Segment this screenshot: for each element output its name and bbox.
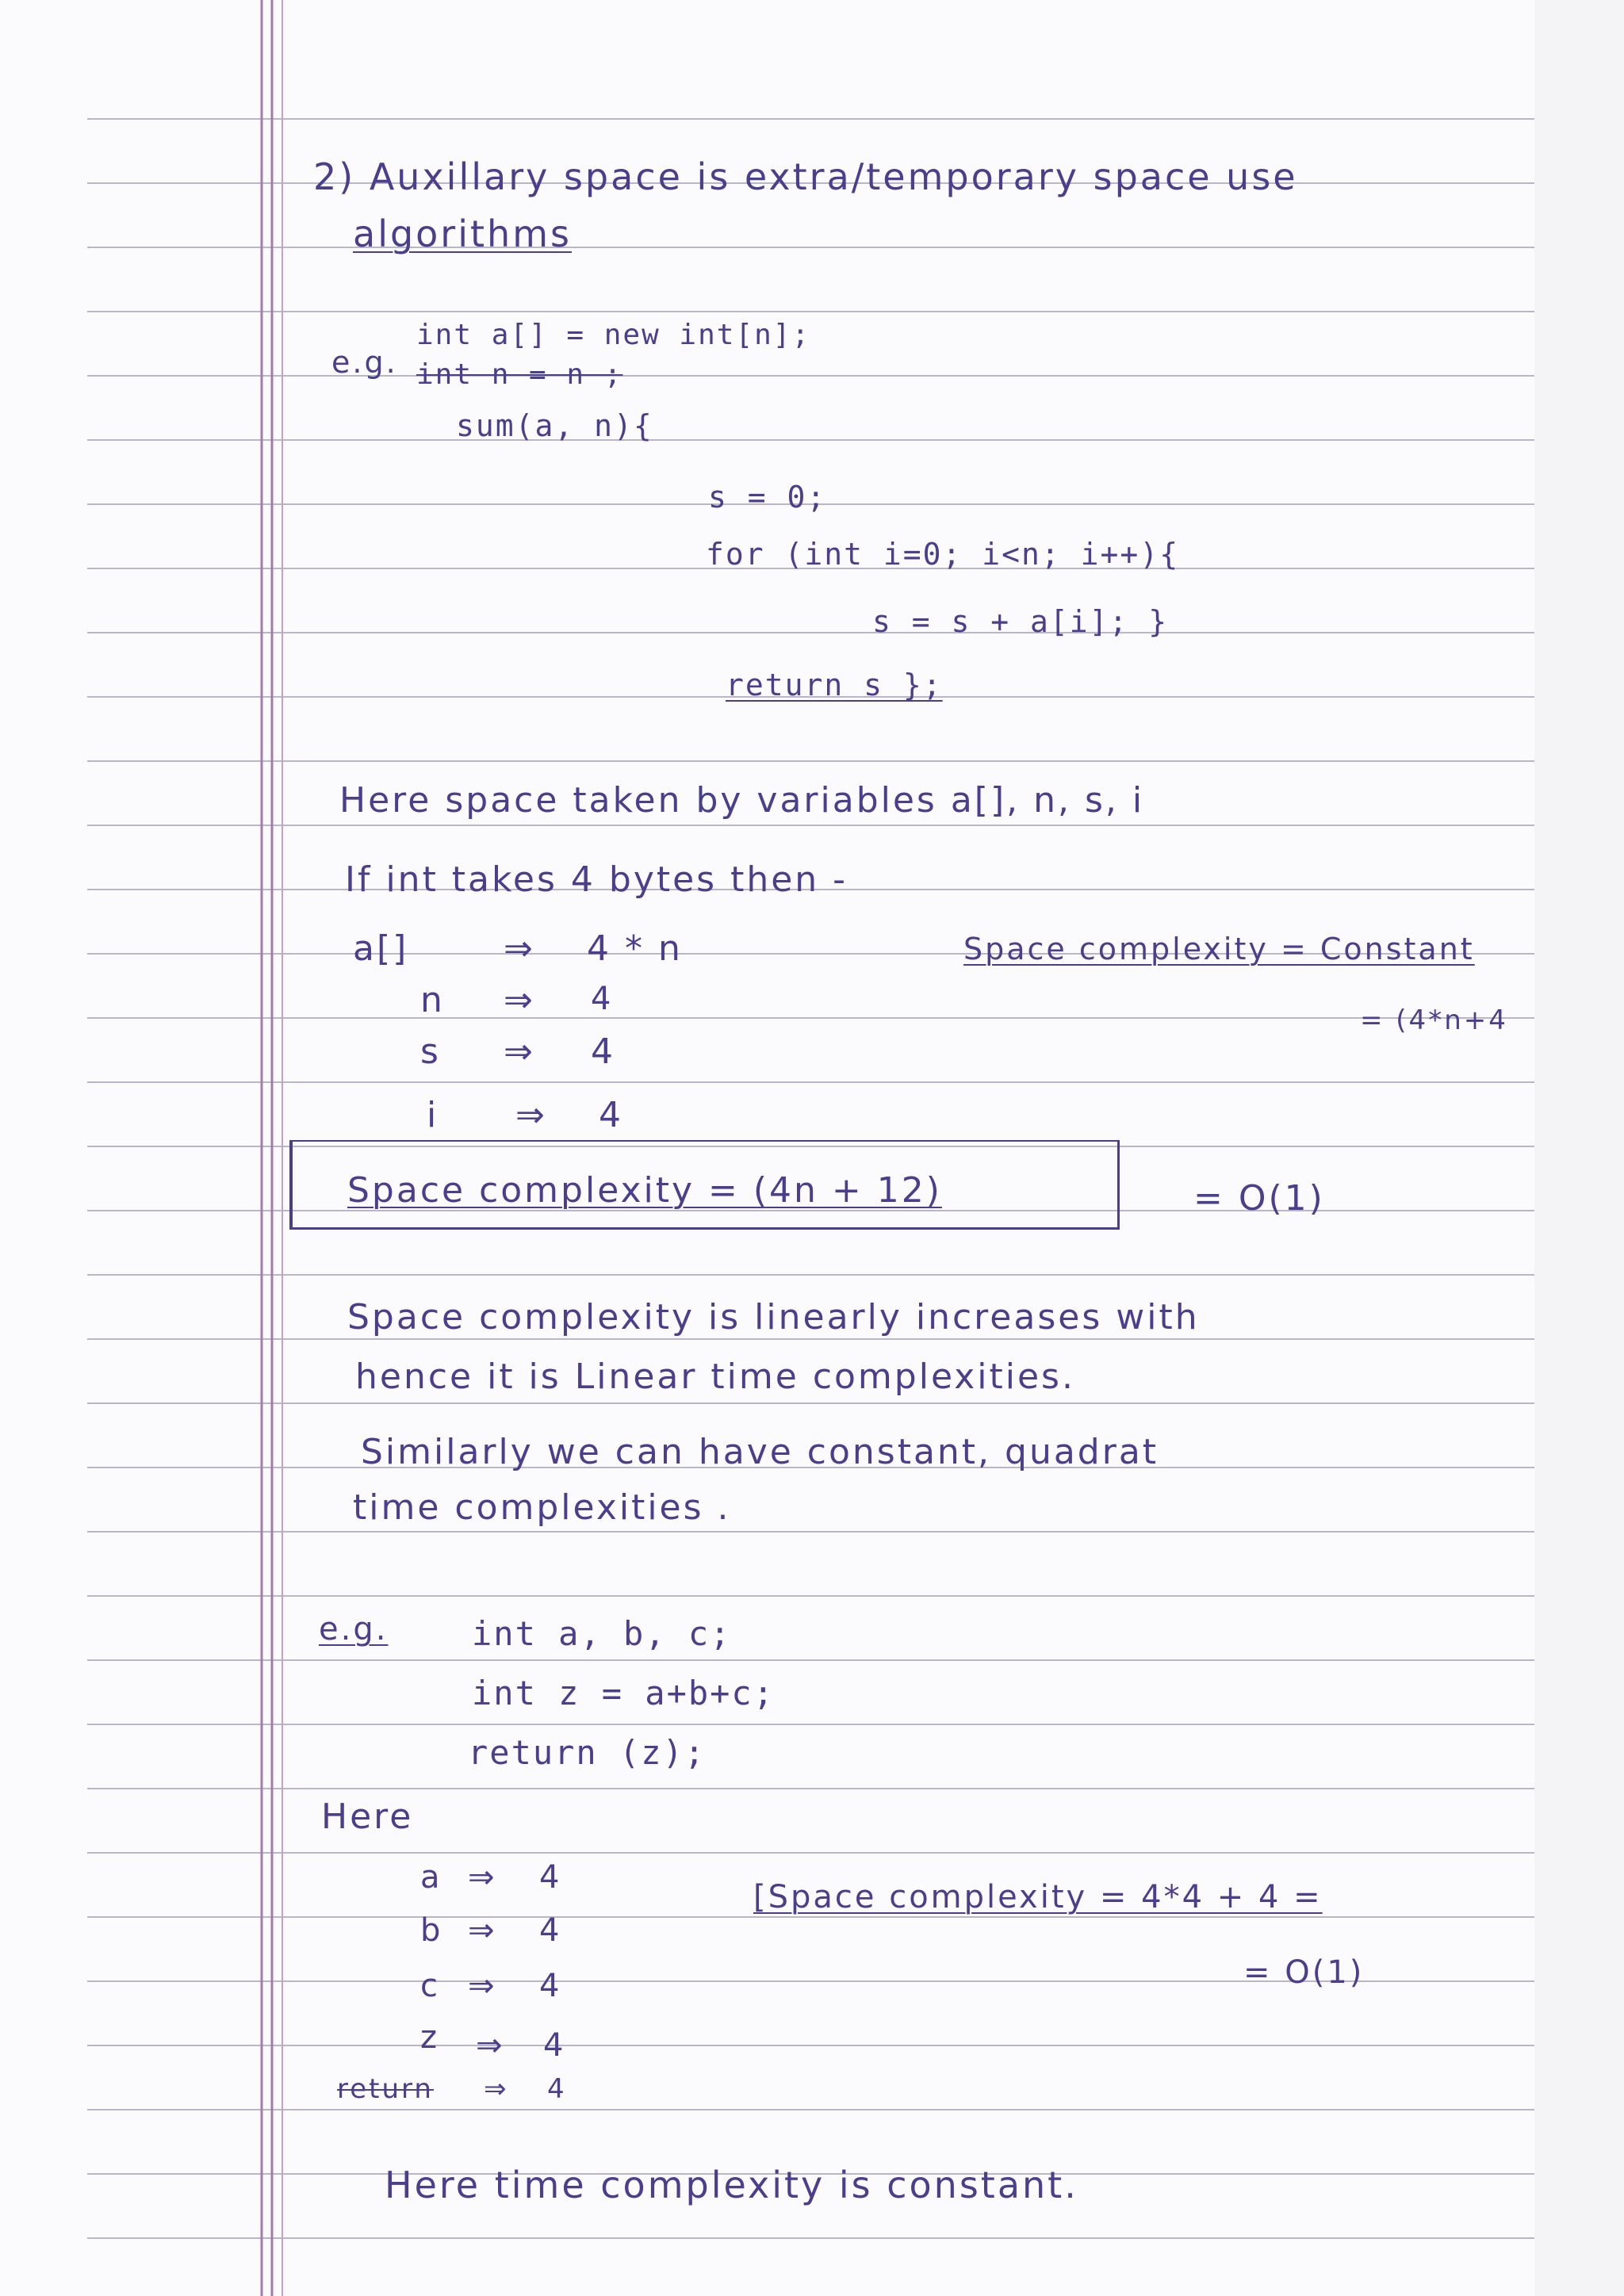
ex2-var-z: z (420, 2019, 439, 2056)
example2-prefix: e.g. (319, 1611, 389, 1647)
boxed-space-complexity: Space complexity = (4n + 12) (347, 1170, 942, 1211)
code-line-1: int a[] = new int[n]; (416, 319, 811, 351)
ex2-arrow-c: ⇒ (468, 1968, 497, 2004)
code-line-2: int n = n ; (416, 358, 623, 391)
row-arrow-i: ⇒ (515, 1095, 547, 1135)
ex2-var-b: b (420, 1912, 443, 1949)
row-var-s: s (420, 1031, 441, 1072)
ex2-var-a: a (420, 1859, 442, 1896)
ex2-size-c: 4 (539, 1968, 562, 2004)
code-line-3: sum(a, n){ (456, 408, 653, 443)
example2-code-2: int z = a+b+c; (472, 1674, 776, 1712)
code-line-6: s = s + a[i]; } (872, 604, 1169, 639)
example2-here-label: Here (321, 1797, 414, 1837)
example2-code-3: return (z); (468, 1733, 707, 1772)
ex2-size-return: 4 (547, 2073, 567, 2105)
paragraph-line-3: Similarly we can have constant, quadrat (361, 1432, 1159, 1472)
ex2-order-one: = O(1) (1243, 1954, 1365, 1991)
row-arrow-s: ⇒ (504, 1031, 535, 1072)
paragraph-line-2: hence it is Linear time complexities. (355, 1357, 1075, 1397)
example2-code-1: int a, b, c; (472, 1614, 732, 1653)
row-var-a: a[] (353, 928, 409, 969)
ex2-size-z: 4 (543, 2027, 566, 2064)
row-var-n: n (420, 980, 445, 1020)
heading-line-1: 2) Auxillary space is extra/temporary space use (313, 155, 1298, 198)
row-arrow-n: ⇒ (504, 980, 535, 1020)
paragraph-line-1: Space complexity is linearly increases with (347, 1297, 1200, 1337)
footer-note: Here time complexity is constant. (385, 2164, 1078, 2206)
ex2-arrow-z: ⇒ (476, 2027, 505, 2064)
here-space-line: Here space taken by variables a[], n, s, i (339, 780, 1145, 821)
paragraph-line-4: time complexities . (353, 1487, 731, 1528)
example1-prefix: e.g. (331, 345, 398, 380)
if-int-line: If int takes 4 bytes then - (345, 859, 848, 900)
row-size-i: 4 (599, 1095, 623, 1135)
side-note-constant: Space complexity = Constant (963, 932, 1475, 966)
order-one-result: = O(1) (1193, 1178, 1325, 1219)
ex2-var-c: c (420, 1968, 440, 2004)
ex2-size-b: 4 (539, 1912, 562, 1949)
row-arrow-a: ⇒ (504, 928, 535, 969)
ex2-arrow-return: ⇒ (484, 2073, 509, 2105)
row-size-s: 4 (591, 1031, 615, 1072)
code-line-4: s = 0; (708, 480, 827, 515)
row-size-n: 4 (591, 981, 614, 1017)
ex2-arrow-b: ⇒ (468, 1912, 497, 1949)
row-var-i: i (427, 1095, 439, 1135)
code-line-5: for (int i=0; i<n; i++){ (706, 537, 1180, 572)
ex2-size-a: 4 (539, 1859, 562, 1896)
heading-line-2: algorithms (353, 212, 572, 255)
side-note-formula: = (4*n+4 (1360, 1004, 1508, 1036)
row-size-a: 4 * n (587, 928, 683, 969)
ex2-arrow-a: ⇒ (468, 1859, 497, 1896)
code-line-7: return s }; (726, 668, 943, 702)
ex2-var-return: return (337, 2073, 434, 2105)
ex2-space-complexity: [Space complexity = 4*4 + 4 = (753, 1879, 1323, 1915)
